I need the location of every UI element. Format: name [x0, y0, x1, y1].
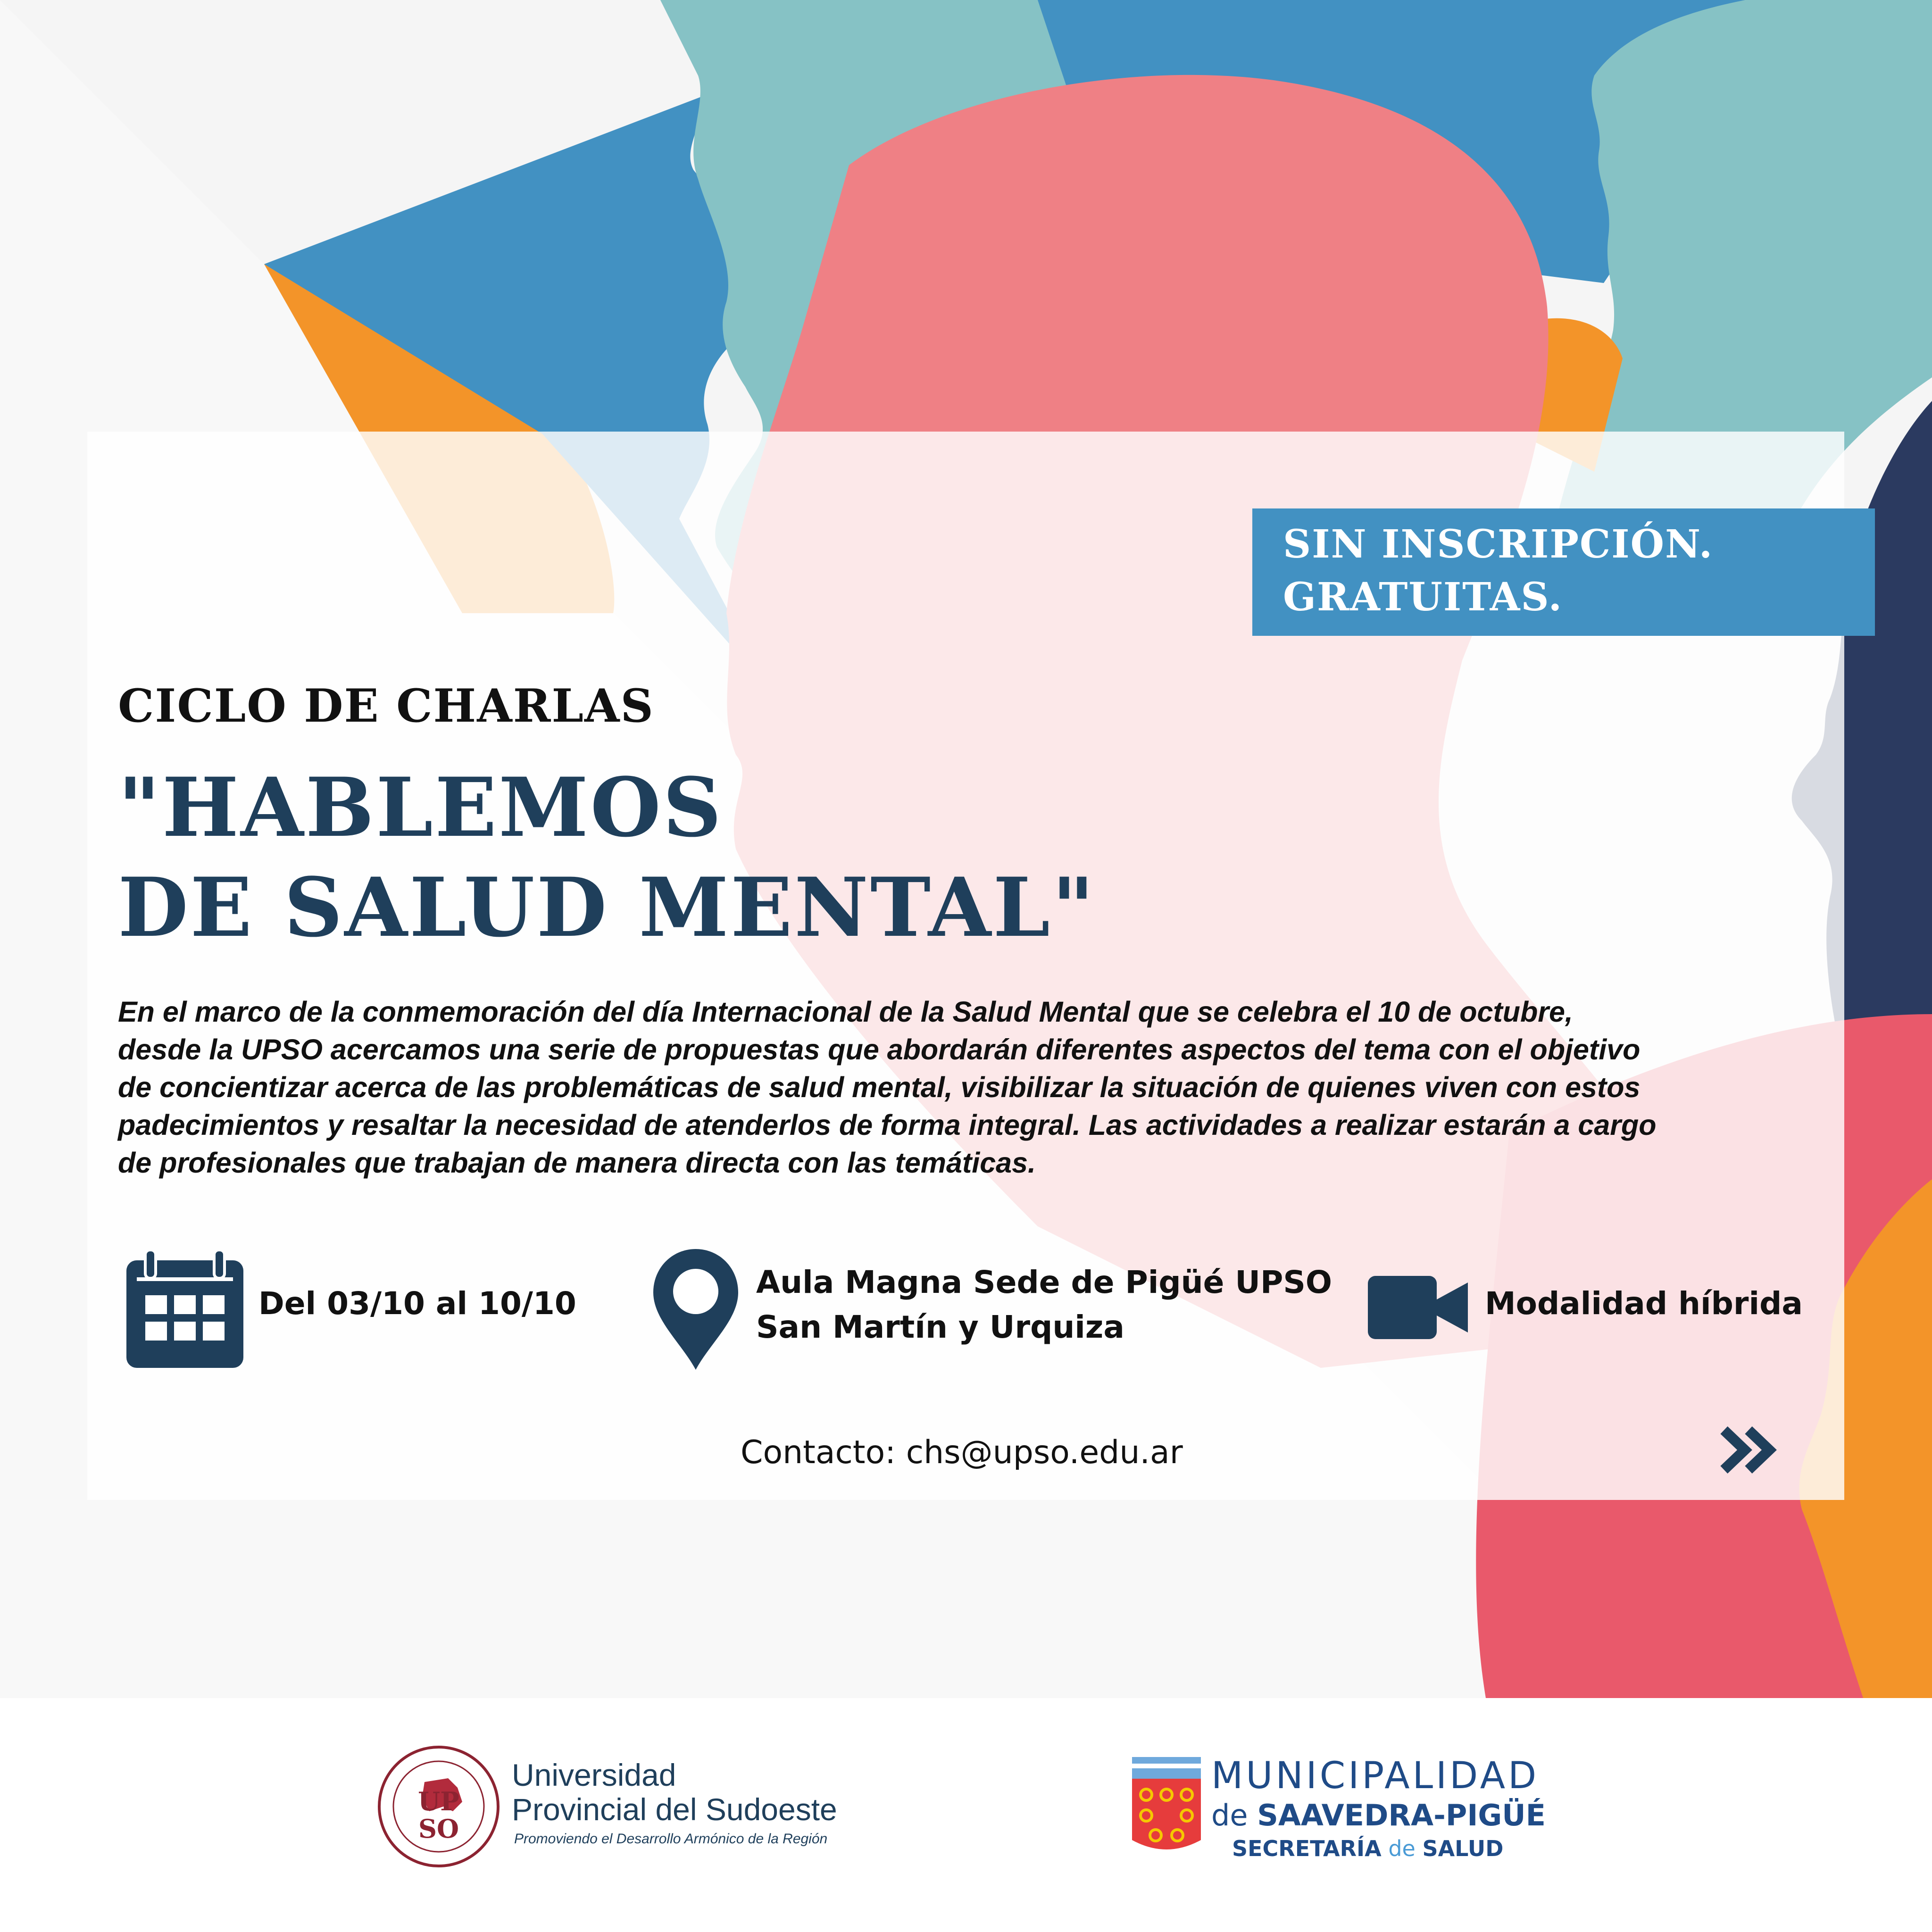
upso-name-line-2: Provincial del Sudoeste — [512, 1792, 837, 1827]
description-line: de profesionales que trabajan de manera directa con las temáticas. — [118, 1147, 1036, 1179]
municipality-line-1: MUNICIPALIDAD — [1211, 1755, 1540, 1797]
venue-line-1: Aula Magna Sede de Pigüé UPSO — [756, 1264, 1332, 1300]
secretaria-de: de — [1381, 1836, 1423, 1861]
video-camera-icon — [1368, 1276, 1468, 1339]
description-line: En el marco de la conmemoración del día Internacional de la Salud Mental que se celebra el 10 de octubre, — [118, 996, 1573, 1028]
secretaria-label: SECRETARÍA — [1232, 1836, 1382, 1861]
contact-email[interactable]: Contacto: chs@upso.edu.ar — [741, 1434, 1183, 1471]
municipality-shield-logo — [1132, 1757, 1201, 1854]
free-no-registration-badge — [1252, 508, 1875, 636]
upso-name-line-1: Universidad — [512, 1757, 676, 1792]
date-range: Del 03/10 al 10/10 — [258, 1285, 576, 1322]
footer-logos — [0, 1698, 1932, 1932]
badge-line-2: GRATUITAS. — [1283, 575, 1563, 620]
venue-line-2: San Martín y Urquiza — [756, 1309, 1124, 1345]
badge-line-1: SIN INSCRIPCIÓN. — [1283, 522, 1714, 567]
municipality-line-2-name: SAAVEDRA-PIGÜÉ — [1257, 1798, 1546, 1832]
series-label: CICLO DE CHARLAS — [118, 679, 654, 733]
upso-seal-logo — [377, 1745, 500, 1868]
calendar-icon — [126, 1250, 243, 1368]
modality-label: Modalidad híbrida — [1485, 1285, 1803, 1322]
description-line: padecimientos y resaltar la necesidad de atenderlos de forma integral. Las actividades a realizar estarán a cargo — [118, 1109, 1657, 1141]
title-line-1: "HABLEMOS — [118, 759, 724, 855]
municipality-line-2-prefix: de — [1211, 1798, 1257, 1832]
location-pin-icon — [653, 1249, 738, 1370]
municipality-line-3 — [1232, 1836, 1503, 1861]
upso-logo-letters-bottom: SO — [418, 1814, 459, 1844]
secretaria-salud: SALUD — [1422, 1836, 1504, 1861]
upso-logo-letters-top: UP — [418, 1786, 459, 1816]
description-line: desde la UPSO acercamos una serie de propuestas que abordarán diferentes aspectos del tema con el objetivo — [118, 1033, 1641, 1066]
municipality-line-2 — [1211, 1798, 1546, 1832]
title-line-2: DE SALUD MENTAL" — [118, 859, 1096, 955]
description-paragraph — [118, 993, 1769, 1182]
double-chevron-right-icon[interactable] — [1719, 1425, 1777, 1474]
upso-tagline: Promoviendo el Desarrollo Armónico de la Región — [514, 1831, 828, 1847]
description-line: de concientizar acerca de las problemáticas de salud mental, visibilizar la situación de quienes viven con estos — [118, 1071, 1641, 1103]
